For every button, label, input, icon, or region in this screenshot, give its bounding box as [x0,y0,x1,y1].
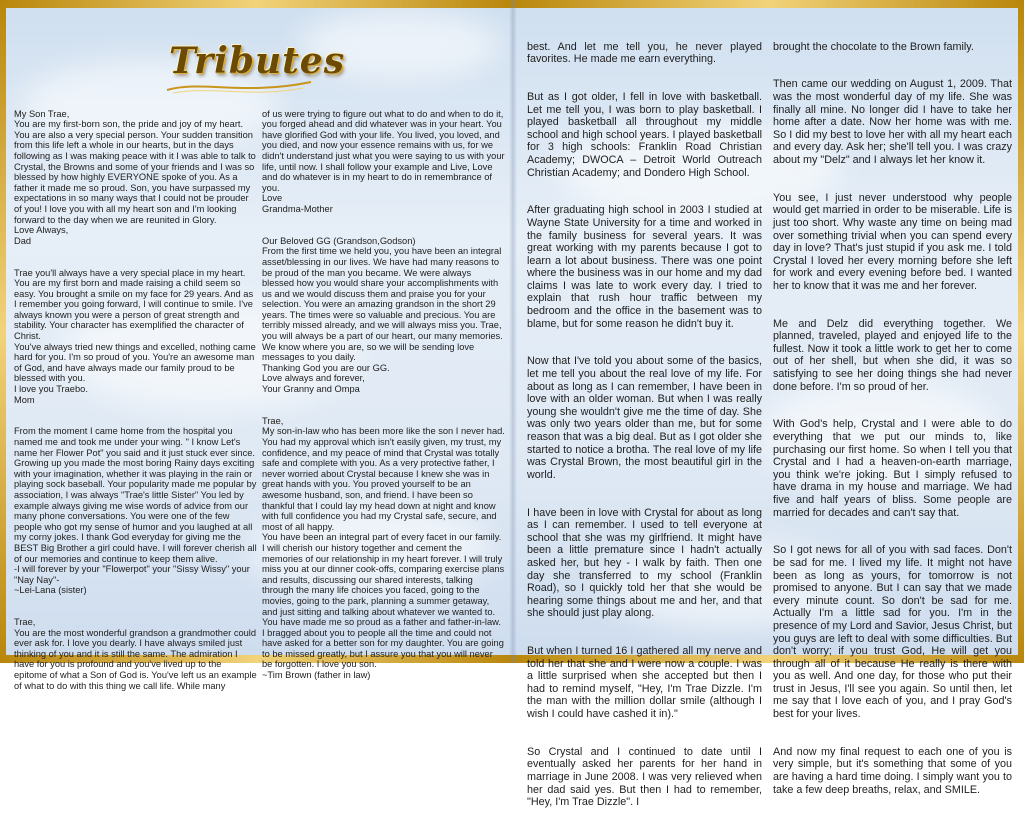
left-page-column-2 [262,98,505,681]
story-paragraph: So I got news for all of you with sad faces. Don't be sad for me. I lived my life. It might not have been as long as yours, for tomorrow is not promised to anyone. But I can say that we made every minute count. So don't be sad for me. Actually I'm a little sad for you. I'm in the presence of my Lord and Savior, Jesus Christ, but you guys are left to deal with some difficulties. But don't worry; if you trust God, He will get you through all of it because He really is there with you as well. And one day, for those who put their trust in Jesus, I'll see you again. So until then, let me say that I love each of you, and I pray God's best for your lives. [773,544,1012,721]
story-paragraph: I have been in love with Crystal for about as long as I can remember. I used to tell everyone at school that she was my girlfriend. It might have been a little premature since I hadn't actually asked her, but hey - I walk by faith. Then one day she transferred to my school (Franklin Road), so I quickly told her that she would be hearing some things about me and her, and that she should just play along. [527,506,762,620]
story-paragraph: Then came our wedding on August 1, 2009. That was the most wonderful day of my life. She was finally all mine. No longer did I have to take her home after a date. Now her home was with me. So I did my best to love her with all my heart each and every day. Ask her; she'll tell you. I was crazy about my "Delz" and I always let her know it. [773,78,1012,166]
left-page-column-1 [14,98,257,691]
story-paragraph: So Crystal and I continued to date until I eventually asked her parents for her hand in marriage in June 2008. I was very relieved when her dad said yes. But then I had to remember, "Hey, I'm Trae Dizzle". I [527,745,762,809]
story-paragraph: And now my final request to each one of you is very simple, but it's something that some of you are having a hard time doing. I simply want you to take a few deep breaths, relax, and SMILE. [773,745,1012,796]
tribute-mom: Trae you'll always have a very special place in my heart. You are my first born and made raising a child seem so easy. You brought a smile on my face for 29 years. And as I remember you going forward, I will continue to smile. I've always known you were a person of great strength and stability. Your character has exemplified the character of Christ. You've always tried new things and excelled, nothing came hard for you. I'm so proud of you. You're an awesome man of God, and have always made our family proud to be blessed with you. I love you Traebo. Mom [14,267,256,405]
story-paragraph: But as I got older, I fell in love with basketball. Let me tell you, I was born to play basketball. I played basketball all throughout my middle school and high school years. I played basketball for 3 high schools: Franklin Road Christian Academy; DWOCA – Detroit World Outreach Christian Academy; and Dondero High School. [527,90,762,179]
story-paragraph: best. And let me tell you, he never played favorites. He made me earn everything. [527,40,762,66]
tribute-sister: From the moment I came home from the hospital you named me and took me under your wing. " I know Let's name her Flower Pot" you said and it just stuck ever since. Growing up you made the most boring Rainy days exciting with your imagination, whether it was playing in the rain or playing sock baseball. Your popularity made me popular by association, I was always "Trae's little Sister" You led by example always giving me wise words of advice from our many phone conversations. You were one of the few people who got my sense of humor and you laughed at all my corny jokes. I thank God everyday for giving me the BEST Big Brother a girl could have. I will forever cherish all of our memories and continue to keep them alive. -I will forever by your "Flowerpot" your "Sissy Wissy" your "Nay Nay"- ~Lei-Lana (sister) [14,426,257,596]
gold-border-left [0,0,6,663]
page-gutter [509,0,517,663]
story-paragraph: Me and Delz did everything together. We planned, traveled, played and enjoyed life to the fullest. Now it took a little work to get her to come out of her shell, but when she did, it was so satisfying to see her doing things she had never done before. I'm so proud of her. [773,317,1012,393]
story-paragraph: With God's help, Crystal and I were able to do everything that we put our minds to, like purchasing our first home. So when I tell you that Crystal and I had a heaven-on-earth marriage, you think we're joking. But I simply refused to have drama in my house and marriage. We had five and half years of bliss. Some people are married for decades and can't say that. [773,418,1012,519]
tributes-heading [163,38,345,98]
tribute-grandmother-continued: of us were trying to figure out what to do and when to do it, you forged ahead and did whatever was in your heart. You have glorified God with your life. You lived, you loved, and you died, and now your essence remains with us, for we didn't understand just what you were saying to us with your life, until now. I shall follow your example and Live, Love and do whatever is in my heart to do in remembrance of you. Love Grandma-Mother [262,108,505,214]
page-title: Tributes [169,40,345,82]
tribute-father-in-law: Trae, My son-in-law who has been more like the son I never had. You had my approval which isn't easily given, my trust, my confidence, and my peace of mind that Crystal was totally safe and complete with you. As a very protective father, I never worried about Crystal because I knew she was in great hands with you. You proved yourself to be an awesome husband, son, and friend. I have been so thankful that I could lay my head down at night and know with full confidence you had my Crystal safe, secure, and most of all happy. You have been an integral part of every facet in our family. I will cherish our history together and cement the memories of our relationship in my heart forever. I will truly miss you at our dinner cook-offs, comparing exercise plans and results, discussing our shared interests, talking through the many life choices you faced, going to the movies, going to the park, planning a summer getaway, and just sitting and talking about whatever we wanted to. You have made me so proud as a father and father-in-law. I bragged about you to people all the time and could not have asked for a better son for my daughter. You are going to be missed greatly, but I assure you that you will never be forgotten. I love you son. ~Tim Brown (father in law) [262,415,505,681]
story-paragraph: You see, I just never understood why people would get married in order to be miserable. Life is just too short. Why waste any time on being mad over something trivial when you can spend every day in love? That's just stupid if you ask me. I told Crystal I loved her every morning before she left for work and every evening before bed. I wanted her to know that it was me and her forever. [773,191,1012,292]
story-paragraph: After graduating high school in 2003 I studied at Wayne State University for a time and worked in the family business for several years. It was great working with my parents because I got to learn a lot about business. There was one point where the business was in our home and my dad claims I was late to work every day. I tried to explain that rush hour traffic between my bedroom and the office in the basement was to blame, but for some reason he didn't buy it. [527,204,762,330]
gold-border-right [1018,0,1024,663]
tribute-grandmother: Trae, You are the most wonderful grandson a grandmother could ever ask for. I love you dearly. I have always smiled just thinking of you and it is still the same. The admiration I have for you is profound and you've lived up to the epitome of what a Son of God is. You've left us an example of what to do with this thing we call life. While many [14,617,257,691]
story-paragraph: brought the chocolate to the Brown family. [773,40,974,53]
tribute-dad: My Son Trae, You are my first-born son, the pride and joy of my heart. You are also a very special person. Your sudden transition from this life left a whole in our hearts, but in the days following as I was making peace with it I was able to talk to Crystal, the Browns and some of your friends and I was so blessed by how highly EVERYONE spoke of you. As a father it made me so proud. Son, you have surpassed my expectations in so many ways that I could not be prouder of you! I love you with all my heart son and I'm looking forward to the day when we are reunited in Glory. Love Always, Dad [14,108,256,246]
right-page-column-1 [527,28,762,809]
story-paragraph: But when I turned 16 I gathered all my nerve and told her that she and I were now a couple. I was a little surprised when she accepted but then I had to remind myself, "Hey, I'm Trae Dizzle. I'm the man with the million dollar smile (although I wish I could have cashed it in)." [527,645,762,721]
story-paragraph: Now that I've told you about some of the basics, let me tell you about the real love of my life. For about as long as I can remember, I have been in love with an older woman. But when I was really young she wouldn't give me the time of day. She was only two years older than me, but for some reason that was a big deal. But as I got older she started to notice a brotha. The real love of my life was Crystal Brown, the most beautiful girl in the world. [527,355,762,481]
right-page-column-2 [773,28,1012,796]
flourish-icon [163,76,315,96]
tribute-grandparents: Our Beloved GG (Grandson,Godson) From the first time we held you, you have been an integral asset/blessing in our lives. We have had many reasons to be proud of the man you became. We were always blessed how you would share your accomplishments with us and we would discuss them and praise you for your selection. You were an amazing grandson in the short 29 years. The times were so valuable and precious. You are terribly missed already, and we will always miss you. Trae, you will always be a part of our heart, our many memories. We know where you are, so we will be sending love messages to you daily. Thanking God you are our GG. Love always and forever, Your Granny and Ompa [262,235,503,395]
